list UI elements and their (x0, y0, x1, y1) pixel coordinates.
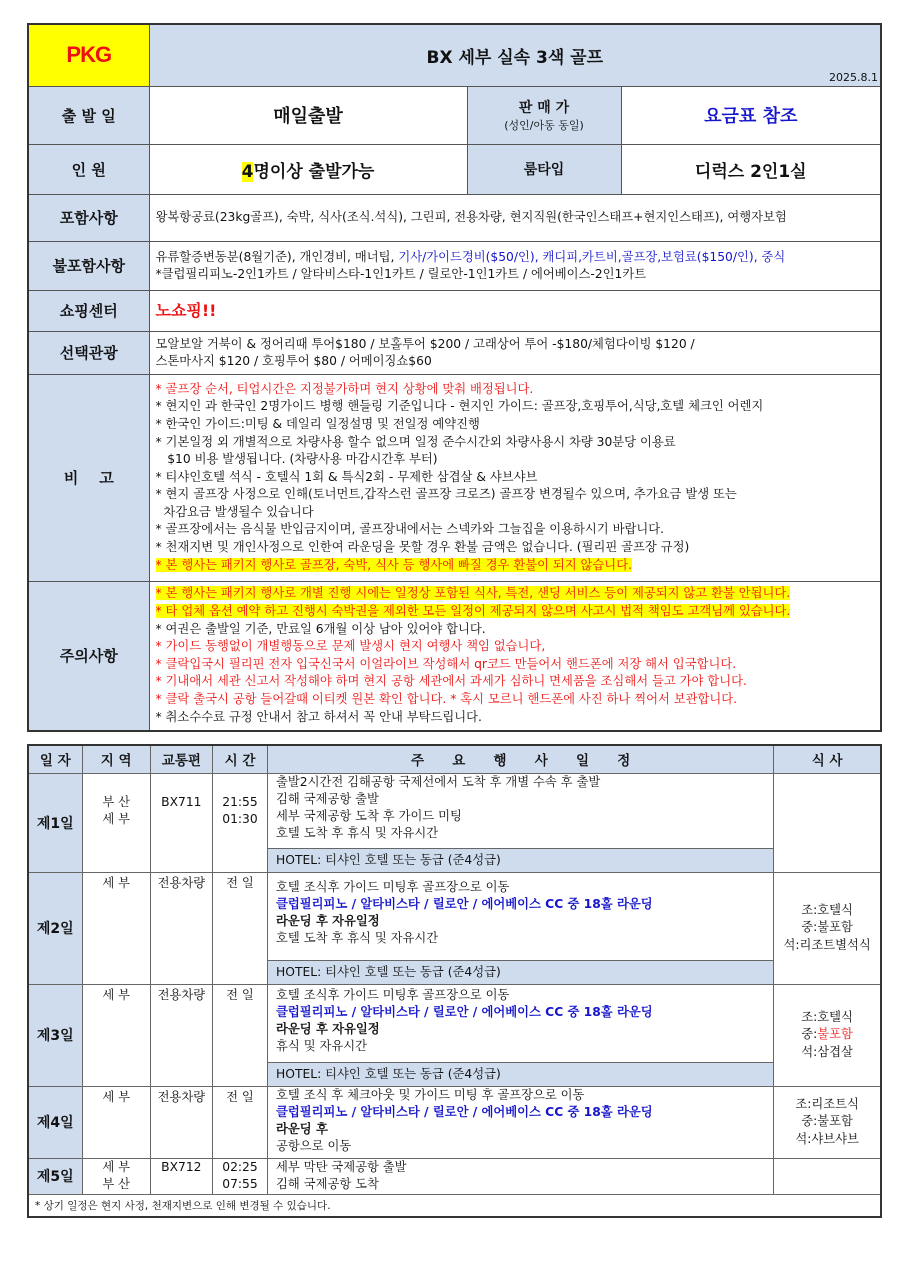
schedule-cell (268, 1086, 774, 1158)
meal-lunch: 중:불포함 (801, 920, 853, 935)
time-cell: 전 일 (212, 872, 267, 984)
itinerary-row-day4 (28, 1086, 881, 1158)
excluded-line2: *클럽필리피노-2인1카트 / 알타비스타-1인1카트 / 릴로안-1인1카트 / 에어베이스-2인1카트 (155, 266, 647, 281)
transport-cell: 전용차량 (150, 1086, 212, 1158)
hotel-info: HOTEL: 티샤인 호텔 또는 동급 (준4성급) (268, 848, 774, 872)
people-value-text: 명이상 출발가능 (253, 161, 375, 182)
caution-line: * 클락입국시 필리핀 전자 입국신국서 이얼라이브 작성해서 qr코드 만들어서 핸드폰에 저장 해서 입국합니다. (155, 656, 737, 671)
itinerary-footnote: * 상기 일정은 현지 사정, 천재지변으로 인해 변경될 수 있습니다. (28, 1194, 881, 1217)
people-min-count: 4 (241, 161, 254, 182)
excluded-label: 불포함사항 (28, 241, 149, 290)
meal-dinner: 석:리조트별석식 (783, 937, 871, 952)
meal-cell (774, 1086, 881, 1158)
cautions-label: 주의사항 (28, 581, 149, 731)
time-text: 07:55 (222, 1176, 258, 1191)
remarks-line: $10 비용 발생됩니다. (차량사용 마감시간후 부터) (155, 452, 438, 467)
meal-dinner: 석:삼겹살 (801, 1044, 853, 1059)
region-cell: 세 부 (82, 1086, 150, 1158)
meal-cell (774, 984, 881, 1086)
meal-breakfast: 조:호텔식 (801, 1009, 853, 1024)
caution-line-highlighted: * 타 업체 옵션 예약 하고 진행시 숙박권을 제외한 모든 일정이 제공되지 않으며 사고시 법적 책임도 고객님께 있습니다. (155, 603, 791, 618)
optional-tour-line2: 스톤마사지 $120 / 호핑투어 $80 / 어메이징쇼$60 (155, 353, 432, 368)
remarks-line: * 한국인 가이드:미팅 & 데일리 일정설명 및 전일정 예약진행 (155, 416, 480, 431)
remarks-label: 비 고 (28, 374, 149, 581)
time-cell: 전 일 (212, 984, 267, 1086)
transport-cell: BX712 (150, 1158, 212, 1194)
pkg-badge: PKG (28, 24, 149, 86)
time-cell: 전 일 (212, 1086, 267, 1158)
col-day-header: 일 자 (28, 745, 82, 773)
meal-dinner: 석:샤브샤브 (795, 1131, 859, 1146)
document-date: 2025.8.1 (829, 70, 878, 84)
meal-breakfast: 조:호텔식 (801, 902, 853, 917)
schedule-line: 라운딩 후 자유일정 (276, 1021, 380, 1036)
caution-line: * 기내애서 세관 신고서 작성해야 하며 현지 공항 세관에서 과세가 심하니 면세품을 조심해서 들고 가야 합니다. (155, 674, 747, 689)
caution-line: * 가이드 동행없이 개별행동으로 문제 발생시 현지 여행사 책임 없습니다, (155, 639, 546, 654)
region-text: 세 부 (102, 811, 131, 826)
transport-cell: 전용차량 (150, 984, 212, 1086)
time-text: 01:30 (222, 811, 258, 826)
schedule-line: 휴식 및 자유시간 (276, 1038, 368, 1053)
col-transport-header: 교통편 (150, 745, 212, 773)
schedule-line-golf: 클럽필리피노 / 알타비스타 / 릴로안 / 에어베이스 CC 중 18홀 라운딩 (276, 1004, 653, 1019)
time-text: 02:25 (222, 1159, 258, 1174)
meal-cell (774, 1158, 881, 1194)
col-region-header: 지 역 (82, 745, 150, 773)
transport-cell: BX711 (150, 773, 212, 872)
day-label: 제3일 (28, 984, 82, 1086)
region-cell: 세 부 (82, 984, 150, 1086)
meal-lunch: 중:불포함 (801, 1027, 853, 1042)
time-cell (212, 773, 267, 872)
caution-line: * 취소수수료 규정 안내서 참고 하셔서 꼭 안내 부탁드립니다. (155, 709, 482, 724)
caution-line: * 클락 출국시 공항 들어갈때 이티켓 원본 확인 합니다. * 혹시 모르니 핸드폰에 사진 하나 찍어서 보관합니다. (155, 691, 738, 706)
itinerary-table (27, 744, 882, 1218)
cautions-list (149, 581, 881, 731)
included-value: 왕복항공료(23kg골프), 숙박, 식사(조식.석식), 그린피, 전용차량, 현지직원(한국인스태프+현지인스태프), 여행자보험 (149, 194, 881, 241)
room-label: 룸타입 (467, 144, 621, 194)
col-time-header: 시 간 (212, 745, 267, 773)
included-label: 포함사항 (28, 194, 149, 241)
hotel-info: HOTEL: 티샤인 호텔 또는 동급 (준4성급) (268, 960, 774, 984)
package-title-cell (149, 24, 881, 86)
shopping-value: 노쇼핑!! (149, 290, 881, 331)
schedule-line: 김해 국제공항 출발 (276, 791, 379, 806)
remarks-line: 차감요금 발생될수 있습니다 (155, 504, 314, 519)
region-cell: 세 부 (82, 872, 150, 984)
people-label: 인 원 (28, 144, 149, 194)
schedule-line: 공항으로 이동 (276, 1138, 352, 1153)
caution-line-highlighted: * 본 행사는 패키지 행사로 개별 진행 시에는 일정상 포함된 식사, 특전, 샌딩 서비스 등이 제공되지 않고 환불 안됩니다. (155, 586, 791, 601)
schedule-line: 호텔 조식 후 체크아웃 및 가이드 미팅 후 골프장으로 이동 (276, 1087, 585, 1102)
itinerary-row-day2 (28, 872, 881, 960)
region-text: 부 산 (102, 794, 131, 809)
day-label: 제1일 (28, 773, 82, 872)
schedule-line: 호텔 도착 후 휴식 및 자유시간 (276, 930, 439, 945)
schedule-line: 호텔 도착 후 휴식 및 자유시간 (276, 825, 439, 840)
schedule-line: 세부 국제공항 도착 후 가이드 미팅 (276, 808, 462, 823)
remarks-list (149, 374, 881, 581)
room-value: 디럭스 2인1실 (621, 144, 881, 194)
people-value (149, 144, 467, 194)
schedule-cell (268, 872, 774, 960)
optional-tour-value (149, 331, 881, 374)
schedule-line: 라운딩 후 자유일정 (276, 913, 380, 928)
time-text: 21:55 (222, 794, 258, 809)
remarks-line: * 골프장에서는 음식물 반입금지이며, 골프장내에서는 스넥카와 그늘집을 이용하시기 바랍니다. (155, 522, 665, 537)
remarks-line-highlighted: * 본 행사는 패키지 행사로 골프장, 숙박, 식사 등 행사에 빠질 경우 환불이 되지 않습니다. (155, 557, 632, 572)
schedule-cell (268, 773, 774, 848)
schedule-line-golf: 클럽필리피노 / 알타비스타 / 릴로안 / 에어베이스 CC 중 18홀 라운딩 (276, 896, 653, 911)
col-schedule-header: 주 요 행 사 일 정 (268, 745, 774, 773)
schedule-line: 김해 국제공항 도착 (276, 1176, 379, 1191)
meal-lunch: 중:불포함 (801, 1114, 853, 1129)
departure-value: 매일출발 (149, 86, 467, 144)
schedule-line: 세부 막탄 국제공항 출발 (276, 1159, 407, 1174)
excluded-line1-text: 유류할증변동분(8월기준), 개인경비, 매너팁, (155, 249, 399, 264)
departure-label: 출 발 일 (28, 86, 149, 144)
schedule-line: 출발2시간전 김해공항 국제선에서 도착 후 개별 수속 후 출발 (276, 774, 601, 789)
itinerary-row-day3 (28, 984, 881, 1062)
itinerary-header-row (28, 745, 881, 773)
day-label: 제4일 (28, 1086, 82, 1158)
schedule-line: 호텔 조식후 가이드 미팅후 골프장으로 이동 (276, 987, 510, 1002)
shopping-label: 쇼핑센터 (28, 290, 149, 331)
optional-tour-label: 선택관광 (28, 331, 149, 374)
remarks-line: * 기본일정 외 개별적으로 차량사용 할수 없으며 일정 준수시간외 차량사용시 차량 30분당 이용료 (155, 434, 676, 449)
remarks-line: * 천재지변 및 개인사정으로 인한여 라운딩을 못할 경우 환불 금액은 없습니다. (필리핀 골프장 규정) (155, 540, 690, 555)
remarks-line: * 골프장 순서, 티업시간은 지정불가하며 현지 상황에 맞춰 배정됩니다. (155, 381, 534, 396)
price-label-cell (467, 86, 621, 144)
schedule-line-golf: 클럽필리피노 / 알타비스타 / 릴로안 / 에어베이스 CC 중 18홀 라운딩 (276, 1104, 653, 1119)
hotel-info: HOTEL: 티샤인 호텔 또는 동급 (준4성급) (268, 1062, 774, 1086)
itinerary-row-day1 (28, 773, 881, 848)
schedule-line: 호텔 조식후 가이드 미팅후 골프장으로 이동 (276, 879, 510, 894)
day-label: 제5일 (28, 1158, 82, 1194)
region-text: 세 부 (102, 1159, 131, 1174)
meal-cell (774, 773, 881, 872)
remarks-line: * 현지 골프장 사정으로 인해(토너먼트,갑작스런 골프장 크로즈) 골프장 변경될수 있으며, 추가요금 발생 또는 (155, 487, 737, 502)
day-label: 제2일 (28, 872, 82, 984)
excluded-line1-blue: 기사/가이드경비($50/인), 캐디피,카트비,골프장,보험료($150/인), 중식 (398, 249, 786, 264)
package-title: BX 세부 실속 3색 골프 (426, 47, 604, 68)
schedule-cell (268, 984, 774, 1062)
excluded-value (149, 241, 881, 290)
time-cell (212, 1158, 267, 1194)
remarks-line: * 티샤인호텔 석식 - 호텔식 1회 & 특식2회 - 무제한 삼겹살 & 샤브샤브 (155, 469, 538, 484)
remarks-line: * 현지인 과 한국인 2명가이드 병행 핸들링 기준입니다 - 현지인 가이드: 골프장,호핑투어,식당,호텔 체크인 어렌지 (155, 399, 764, 414)
optional-tour-line1: 모알보알 거북이 & 정어리때 투어$180 / 보홀투어 $200 / 고래상어 투어 -$180/체험다이빙 $120 / (155, 336, 695, 351)
itinerary-row-day5 (28, 1158, 881, 1194)
region-cell (82, 773, 150, 872)
package-info-table (27, 23, 882, 732)
caution-line: * 여권은 출발일 기준, 만료일 6개월 이상 남아 있어야 합니다. (155, 621, 486, 636)
region-cell (82, 1158, 150, 1194)
transport-cell: 전용차량 (150, 872, 212, 984)
price-sublabel: (성인/아동 동일) (504, 119, 584, 132)
meal-cell (774, 872, 881, 984)
region-text: 부 산 (102, 1176, 131, 1191)
price-label: 판 매 가 (518, 100, 570, 116)
schedule-cell (268, 1158, 774, 1194)
schedule-line: 라운딩 후 (276, 1121, 328, 1136)
meal-breakfast: 조:리조트식 (795, 1096, 859, 1111)
price-value: 요금표 참조 (621, 86, 881, 144)
col-meal-header: 식 사 (774, 745, 881, 773)
